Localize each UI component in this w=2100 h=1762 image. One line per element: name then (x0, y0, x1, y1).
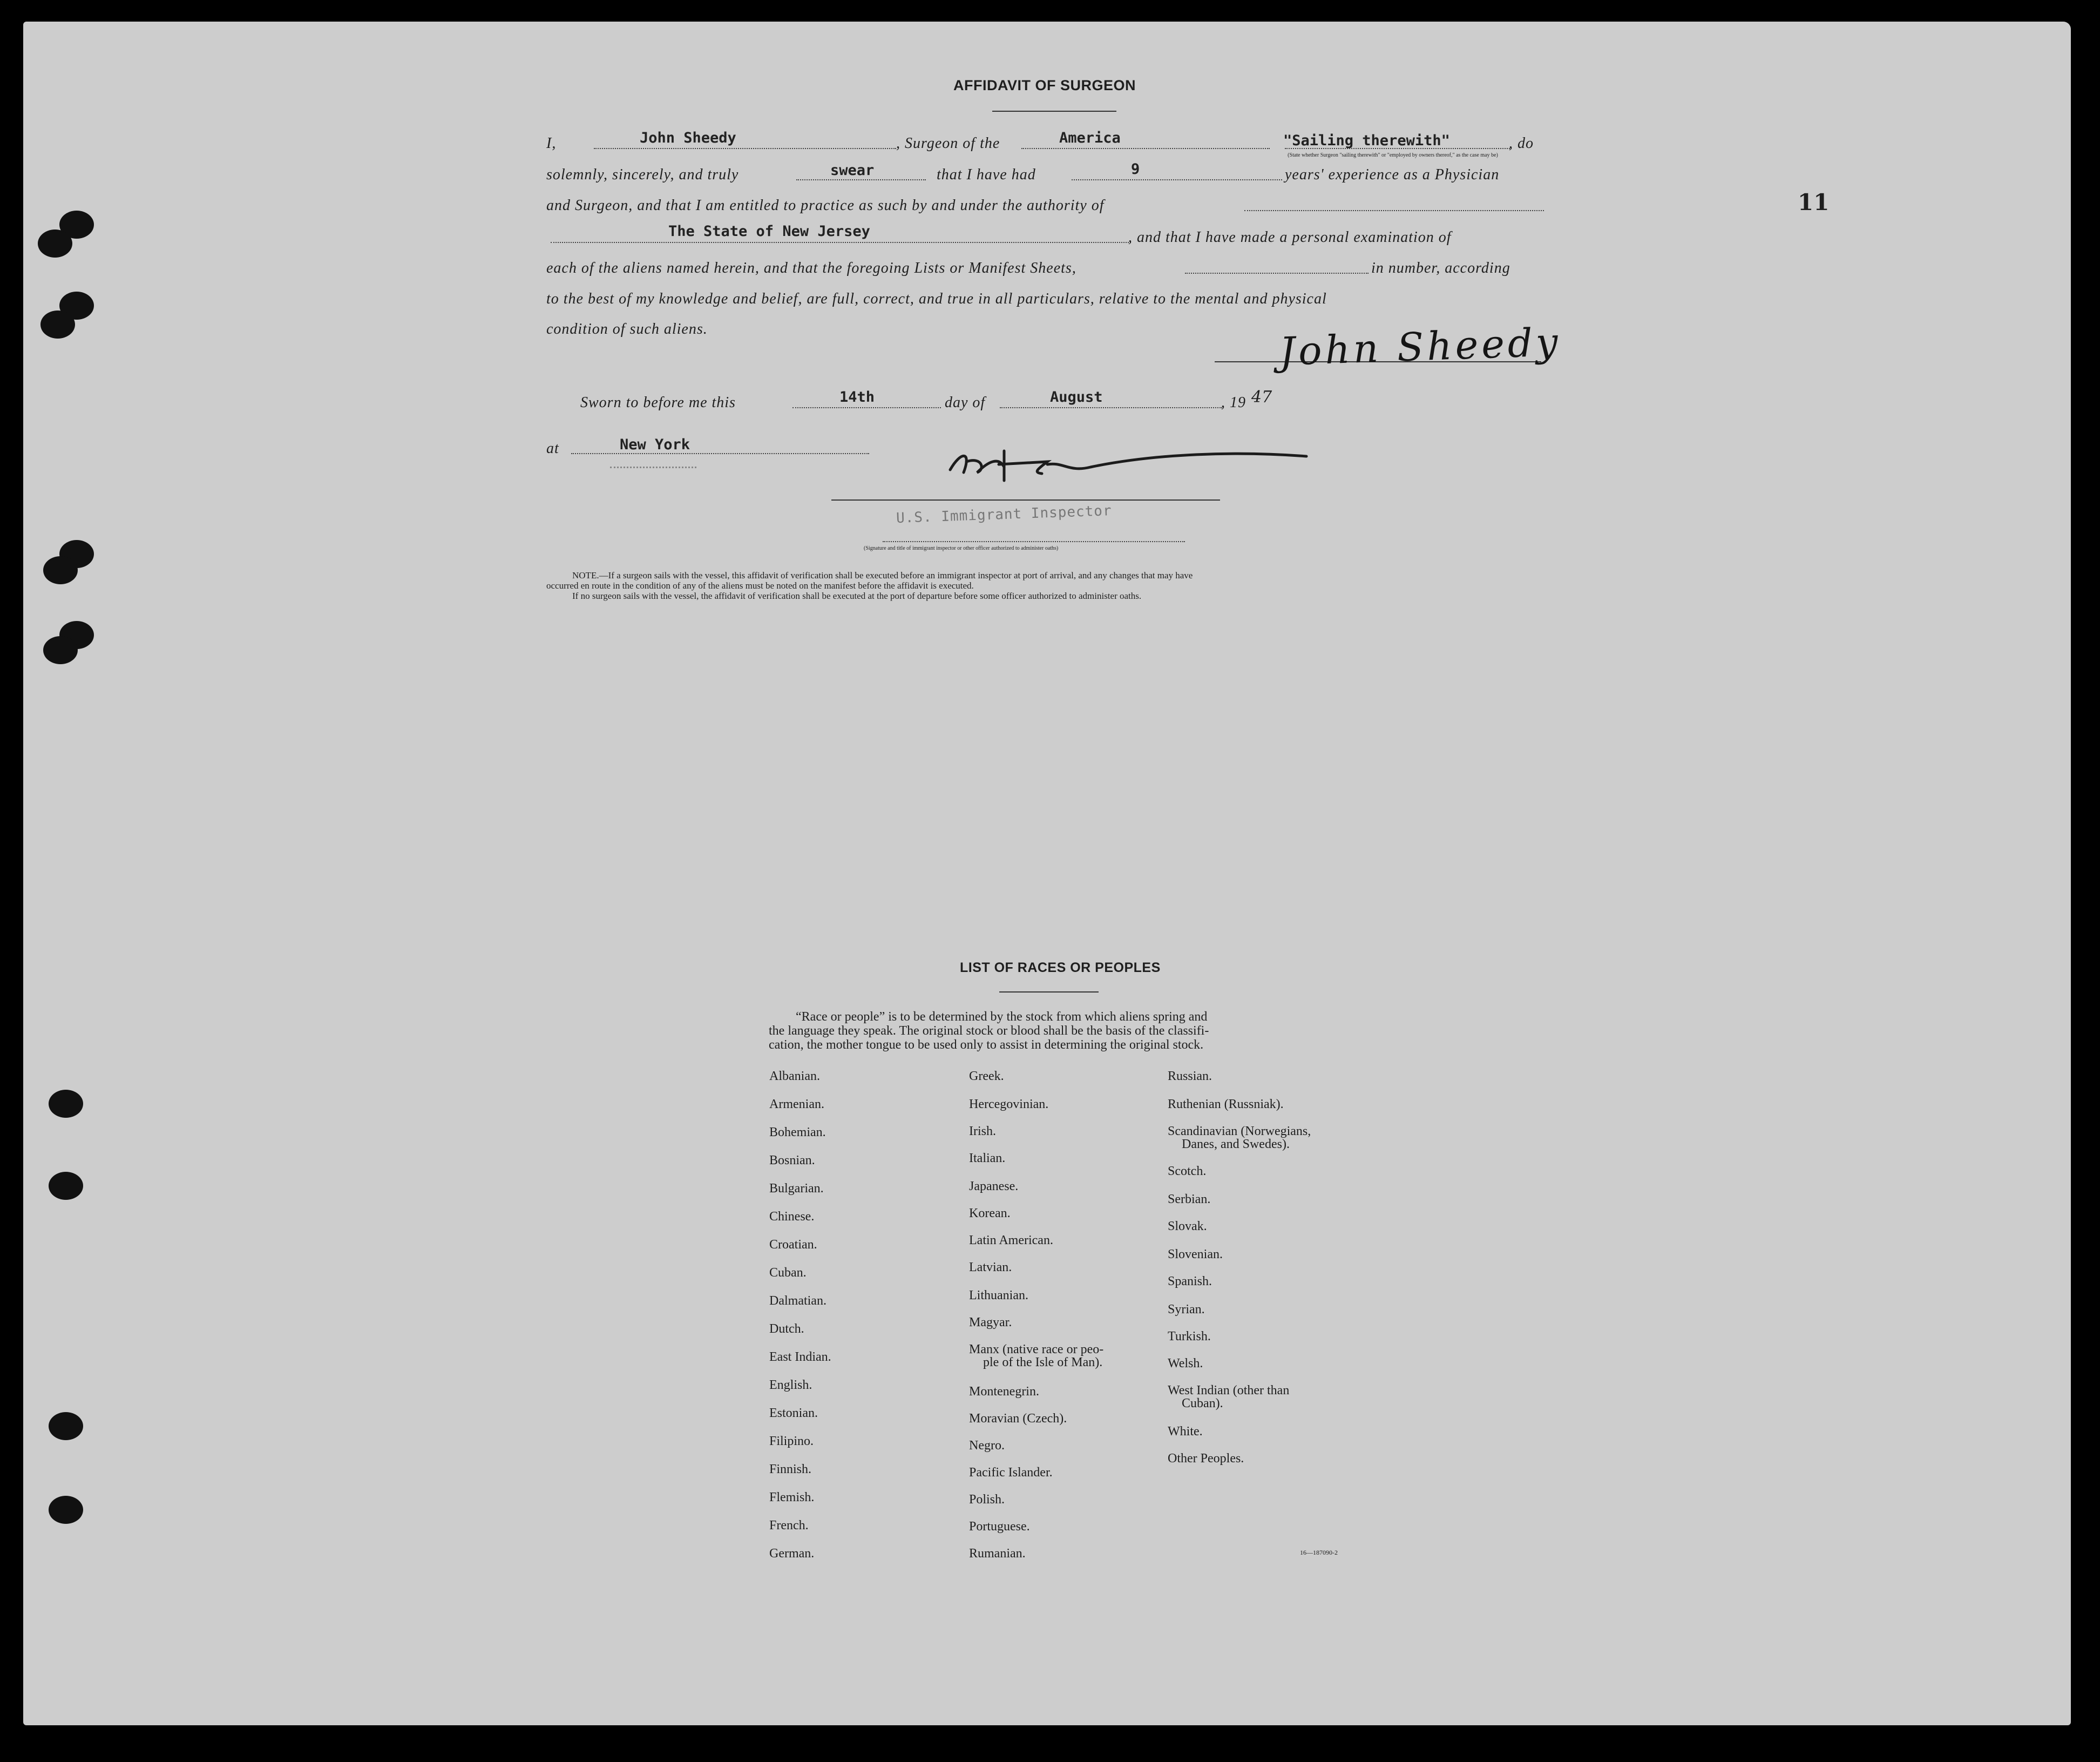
race-list-item: Bohemian. (769, 1125, 826, 1139)
race-list-item: Polish. (969, 1493, 1005, 1507)
race-list-item: Manx (native race or peo- (969, 1342, 1104, 1356)
sworn-month-field: August (1050, 389, 1103, 406)
race-list-item: Montenegrin. (969, 1385, 1039, 1399)
affidavit-line5-suffix: in number, according (1371, 260, 1510, 276)
punch-hole (43, 636, 78, 664)
race-list-item: Syrian. (1168, 1302, 1205, 1317)
sworn-year-prefix: , 19 (1221, 394, 1246, 411)
races-intro-2: the language they speak. The original stock or blood shall be the basis of the classifi- (769, 1024, 1209, 1038)
affidavit-line2-prefix: solemnly, sincerely, and truly (546, 166, 739, 183)
day-field-line (792, 407, 941, 408)
race-list-item: Hercegovinian. (969, 1097, 1049, 1111)
race-list-item: Irish. (969, 1124, 996, 1138)
affidavit-line2-mid: that I have had (937, 166, 1036, 183)
race-list-item: Magyar. (969, 1315, 1012, 1329)
signature-caption: (Signature and title of immigrant inspector or other officer authorized to administer oaths) (864, 545, 1059, 551)
page-number: 11 (1798, 189, 1830, 215)
oath-field-line (796, 179, 926, 180)
race-list-item: Korean. (969, 1206, 1011, 1220)
affidavit-line1-prefix: I, (546, 135, 557, 152)
affidavit-line4-suffix: , and that I have made a personal examination of (1128, 229, 1452, 246)
races-intro-1: “Race or people” is to be determined by the stock from which aliens spring and (796, 1010, 1208, 1024)
race-list-item: German. (769, 1547, 815, 1561)
race-list-item: Pacific Islander. (969, 1466, 1053, 1480)
race-list-item: Russian. (1168, 1069, 1212, 1083)
inspector-stamp: U.S. Immigrant Inspector (896, 503, 1113, 526)
race-list-item: English. (769, 1378, 812, 1392)
race-list-item: Moravian (Czech). (969, 1412, 1067, 1426)
affidavit-line1-surgeon-of: , Surgeon of the (896, 135, 1000, 152)
surgeon-status-field: "Sailing therewith" (1283, 132, 1450, 149)
race-list-item: Italian. (969, 1151, 1006, 1165)
race-list-item: Estonian. (769, 1406, 818, 1420)
race-list-item: Bulgarian. (769, 1182, 824, 1196)
race-list-item: Danes, and Swedes). (1182, 1137, 1290, 1151)
race-list-item: Portuguese. (969, 1520, 1030, 1534)
inspector-signature-line (831, 499, 1220, 501)
race-list-item: Latvian. (969, 1260, 1012, 1274)
authority-field-line-2 (551, 242, 1131, 243)
punch-hole (49, 1412, 83, 1440)
race-list-item: Spanish. (1168, 1274, 1212, 1288)
race-list-item: Cuban). (1182, 1396, 1223, 1410)
status-note: (State whether Surgeon "sailing therewith" or "employed by owners thereof," as the case may be) (1288, 152, 1498, 158)
race-list-item: Dutch. (769, 1322, 804, 1336)
affidavit-line2-suffix: years' experience as a Physician (1285, 166, 1500, 183)
sworn-day-field: 14th (839, 389, 875, 406)
race-list-item: Ruthenian (Russniak). (1168, 1097, 1284, 1111)
race-list-item: Finnish. (769, 1462, 812, 1476)
race-list-item: Cuban. (769, 1266, 807, 1280)
race-list-item: Slovenian. (1168, 1247, 1223, 1261)
punch-hole (38, 229, 72, 258)
race-list-item: White. (1168, 1425, 1203, 1439)
affidavit-line1-suffix: , do (1509, 135, 1534, 152)
surgeon-name-field: John Sheedy (640, 130, 736, 146)
place-field-line (571, 453, 869, 454)
sworn-prefix: Sworn to before me this (580, 394, 736, 411)
punch-hole (43, 556, 78, 584)
sworn-day-of: day of (945, 394, 986, 411)
race-list-item: Negro. (969, 1439, 1005, 1453)
sheets-count-line (1185, 273, 1369, 274)
race-list-item: Scotch. (1168, 1164, 1207, 1178)
race-list-item: Lithuanian. (969, 1288, 1028, 1302)
race-list-item: Bosnian. (769, 1153, 815, 1167)
authority-field-line-1 (1244, 210, 1544, 211)
race-list-item: Greek. (969, 1069, 1004, 1083)
faded-stamp-marks (610, 459, 696, 468)
race-list-item: Latin American. (969, 1233, 1053, 1247)
races-title: LIST OF RACES OR PEOPLES (960, 960, 1161, 975)
inspector-signature (939, 440, 1317, 494)
form-number: 16—187090-2 (1300, 1549, 1338, 1556)
race-list-item: Welsh. (1168, 1356, 1203, 1371)
race-list-item: Armenian. (769, 1097, 824, 1111)
race-list-item: ple of the Isle of Man). (983, 1355, 1103, 1369)
note-line-2: occurred en route in the condition of any of the aliens must be noted on the manifest before the affidavit is executed. (546, 580, 974, 591)
years-field: 9 (1131, 161, 1140, 178)
race-list-item: French. (769, 1518, 809, 1533)
note-line-3: If no surgeon sails with the vessel, the affidavit of verification shall be executed at the port of departure before some officer authorized to administer oaths. (572, 591, 1142, 601)
caption-rule (883, 541, 1185, 542)
title-rule (992, 111, 1116, 112)
race-list-item: Slovak. (1168, 1219, 1207, 1233)
note-line-1: NOTE.—If a surgeon sails with the vessel, this affidavit of verification shall be executed before an immigrant inspector at port of arrival, and any changes that may have (572, 570, 1193, 580)
race-list-item: Flemish. (769, 1490, 815, 1504)
race-list-item: Croatian. (769, 1238, 817, 1252)
races-intro-3: cation, the mother tongue to be used only to assist in determining the original stock. (769, 1038, 1204, 1052)
name-field-line (594, 148, 896, 149)
race-list-item: Filipino. (769, 1434, 814, 1448)
surgeon-signature: John Sheedy (1278, 319, 1562, 375)
month-field-line (1000, 407, 1222, 408)
race-list-item: East Indian. (769, 1350, 831, 1364)
affidavit-line3: and Surgeon, and that I am entitled to practice as such by and under the authority of (546, 197, 1105, 214)
affidavit-line6: to the best of my knowledge and belief, are full, correct, and true in all particulars, relative to the mental and physical (546, 291, 1327, 307)
place-field: New York (620, 436, 690, 453)
race-list-item: Chinese. (769, 1210, 815, 1224)
at-prefix: at (546, 440, 559, 457)
oath-field: swear (830, 162, 875, 179)
punch-hole (49, 1172, 83, 1200)
race-list-item: Rumanian. (969, 1547, 1026, 1561)
vessel-name-field: America (1059, 130, 1121, 146)
race-list-item: Dalmatian. (769, 1294, 827, 1308)
affidavit-line7: condition of such aliens. (546, 321, 708, 337)
affidavit-line5-prefix: each of the aliens named herein, and that the foregoing Lists or Manifest Sheets, (546, 260, 1076, 276)
sworn-year-field: 47 (1251, 388, 1272, 407)
race-list-item: Other Peoples. (1168, 1452, 1244, 1466)
race-list-item: West Indian (other than (1168, 1383, 1290, 1398)
punch-hole (49, 1090, 83, 1118)
authority-field: The State of New Jersey (668, 223, 870, 240)
race-list-item: Japanese. (969, 1179, 1019, 1193)
vessel-field-line (1021, 148, 1270, 149)
years-field-line (1072, 179, 1282, 180)
punch-hole (40, 310, 75, 339)
race-list-item: Scandinavian (Norwegians, (1168, 1124, 1311, 1138)
races-title-rule (999, 991, 1099, 993)
race-list-item: Albanian. (769, 1069, 820, 1083)
punch-hole (49, 1496, 83, 1524)
affidavit-title: AFFIDAVIT OF SURGEON (953, 77, 1136, 93)
race-list-item: Turkish. (1168, 1329, 1211, 1344)
race-list-item: Serbian. (1168, 1192, 1211, 1206)
